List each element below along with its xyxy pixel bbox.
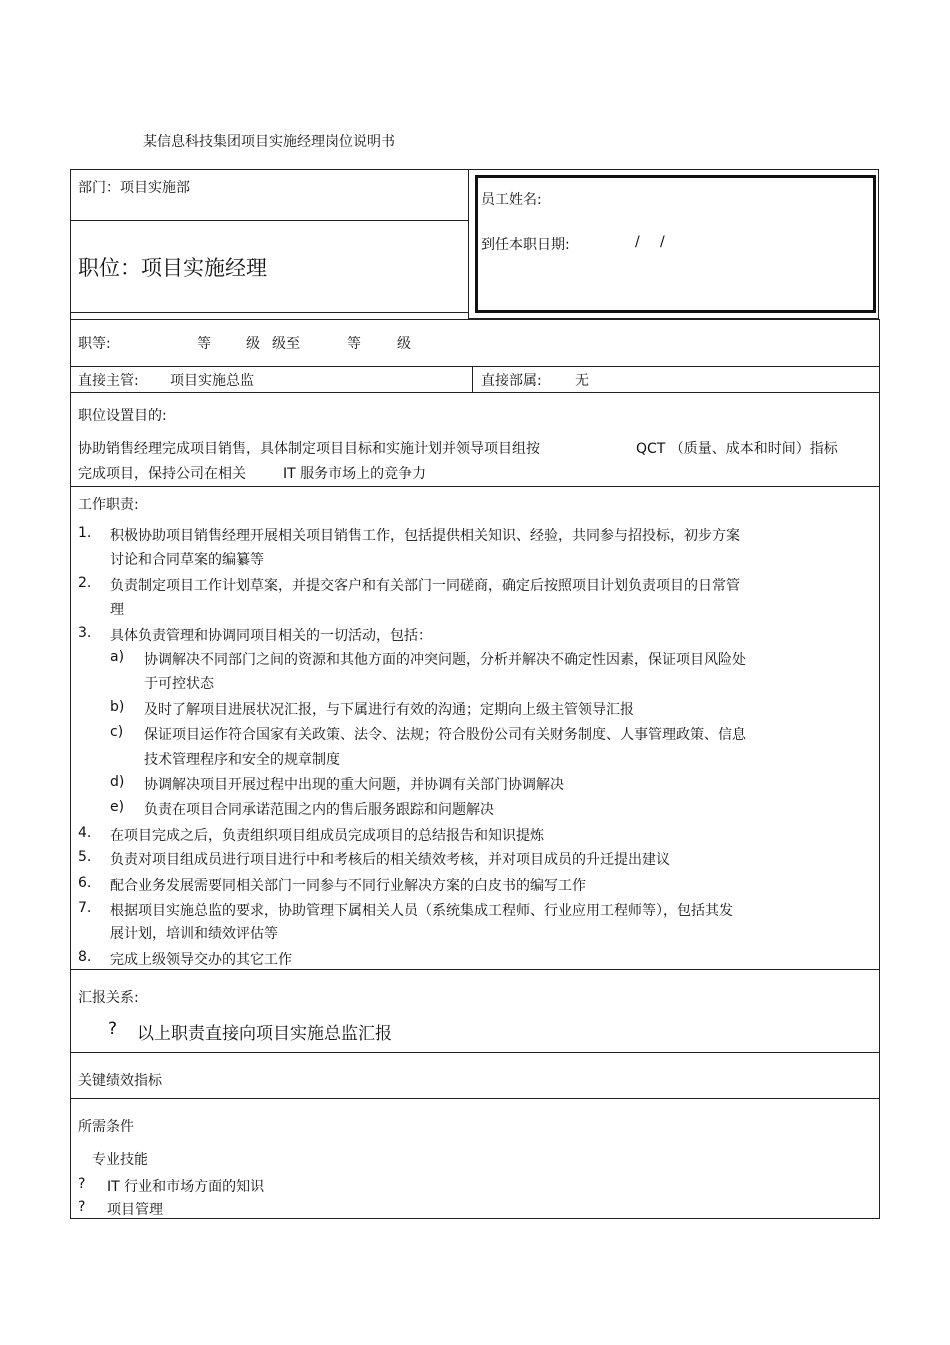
grade-label: 职等: [78, 336, 111, 352]
item-text: 积极协助项目销售经理开展相关项目销售工作，包括提供相关知识、经验，共同参与招投标，初步方案 [110, 528, 740, 544]
bullet: ? [108, 1019, 118, 1039]
sub-item-text: 协调解决项目开展过程中出现的重大问题，并协调有关部门协调解决 [144, 777, 564, 793]
item-number: 5. [78, 849, 92, 865]
sub-item-text: 技术管理程序和安全的规章制度 [144, 752, 340, 768]
sub-item-text: 于可控状态 [144, 676, 214, 692]
sub-item-text: 保证项目运作符合国家有关政策、法令、法规；符合股份公司有关财务制度、人事管理政策、信息 [144, 727, 746, 743]
supervisor-value: 项目实施总监 [170, 373, 254, 389]
reporting-text: 以上职责直接向项目实施总监汇报 [137, 1024, 392, 1044]
item-number: 6. [78, 875, 92, 891]
sub-item-letter: d) [110, 774, 125, 790]
item-number: 4. [78, 825, 92, 841]
item-text: 展计划，培训和绩效评估等 [110, 926, 278, 942]
requirements-heading: 所需条件 [78, 1119, 134, 1135]
item-text: 配合业务发展需要同相关部门一同参与不同行业解决方案的白皮书的编写工作 [110, 878, 586, 894]
item-number: 8. [78, 949, 92, 965]
item-number: 1. [78, 525, 92, 541]
grade-text: 级至 [272, 336, 300, 352]
item-text: 讨论和合同草案的编纂等 [110, 552, 264, 568]
item-text: 具体负责管理和协调同项目相关的一切活动，包括： [110, 628, 432, 644]
bullet: ? [78, 1176, 86, 1192]
item-text: 负责对项目组成员进行项目进行中和考核后的相关绩效考核，并对项目成员的升迁提出建议 [110, 852, 670, 868]
item-number: 7. [78, 900, 92, 916]
position-title: 职位：项目实施经理 [78, 256, 267, 280]
purpose-heading: 职位设置目的: [78, 408, 167, 424]
kpi-heading: 关键绩效指标 [78, 1073, 162, 1089]
subordinate-value: 无 [575, 373, 589, 389]
supervisor-label: 直接主管: [78, 373, 139, 389]
sub-item-letter: e) [110, 799, 125, 815]
requirements-subheading: 专业技能 [92, 1152, 148, 1168]
reporting-heading: 汇报关系: [78, 990, 139, 1006]
item-text: 完成上级领导交办的其它工作 [110, 952, 292, 968]
purpose-text: 协助销售经理完成项目销售，具体制定项目目标和实施计划并领导项目组按 [78, 441, 540, 457]
item-text: 根据项目实施总监的要求，协助管理下属相关人员（系统集成工程师、行业应用工程师等），包括其发 [110, 903, 733, 919]
purpose-text: QCT （质量、成本和时间）指标 [636, 441, 838, 457]
item-text: 在项目完成之后，负责组织项目组成员完成项目的总结报告和知识提炼 [110, 828, 544, 844]
grade-text: 等 [347, 336, 361, 352]
grade-text: 级 [246, 336, 260, 352]
sub-item-letter: c) [110, 724, 124, 740]
page-title: 某信息科技集团项目实施经理岗位说明书 [143, 134, 395, 150]
purpose-text: 完成项目，保持公司在相关 [78, 466, 246, 482]
department-label: 部门：项目实施部 [78, 180, 190, 196]
requirement-item: 项目管理 [107, 1202, 163, 1218]
date-separator: / [660, 234, 665, 250]
duties-heading: 工作职责: [78, 497, 139, 513]
sub-item-text: 及时了解项目进展状况汇报，与下属进行有效的沟通；定期向上级主管领导汇报 [144, 702, 634, 718]
subordinate-label: 直接部属: [481, 373, 542, 389]
sub-item-text: 负责在项目合同承诺范围之内的售后服务跟踪和问题解决 [144, 802, 494, 818]
sub-item-text: 协调解决不同部门之间的资源和其他方面的冲突问题，分析并解决不确定性因素，保证项目风险处 [144, 652, 746, 668]
date-separator: / [635, 234, 640, 250]
start-date-label: 到任本职日期: [481, 237, 570, 253]
employee-name-label: 员工姓名: [481, 192, 542, 208]
bullet: ? [78, 1199, 86, 1215]
sub-item-letter: b) [110, 699, 125, 715]
sub-item-letter: a) [110, 649, 125, 665]
purpose-text: IT 服务市场上的竞争力 [283, 466, 427, 482]
item-text: 理 [110, 602, 124, 618]
grade-text: 等 [197, 336, 211, 352]
requirement-item: IT 行业和市场方面的知识 [107, 1179, 265, 1195]
item-number: 2. [78, 575, 92, 591]
grade-text: 级 [397, 336, 411, 352]
item-number: 3. [78, 625, 92, 641]
item-text: 负责制定项目工作计划草案，并提交客户和有关部门一同磋商，确定后按照项目计划负责项目的日常管 [110, 578, 740, 594]
